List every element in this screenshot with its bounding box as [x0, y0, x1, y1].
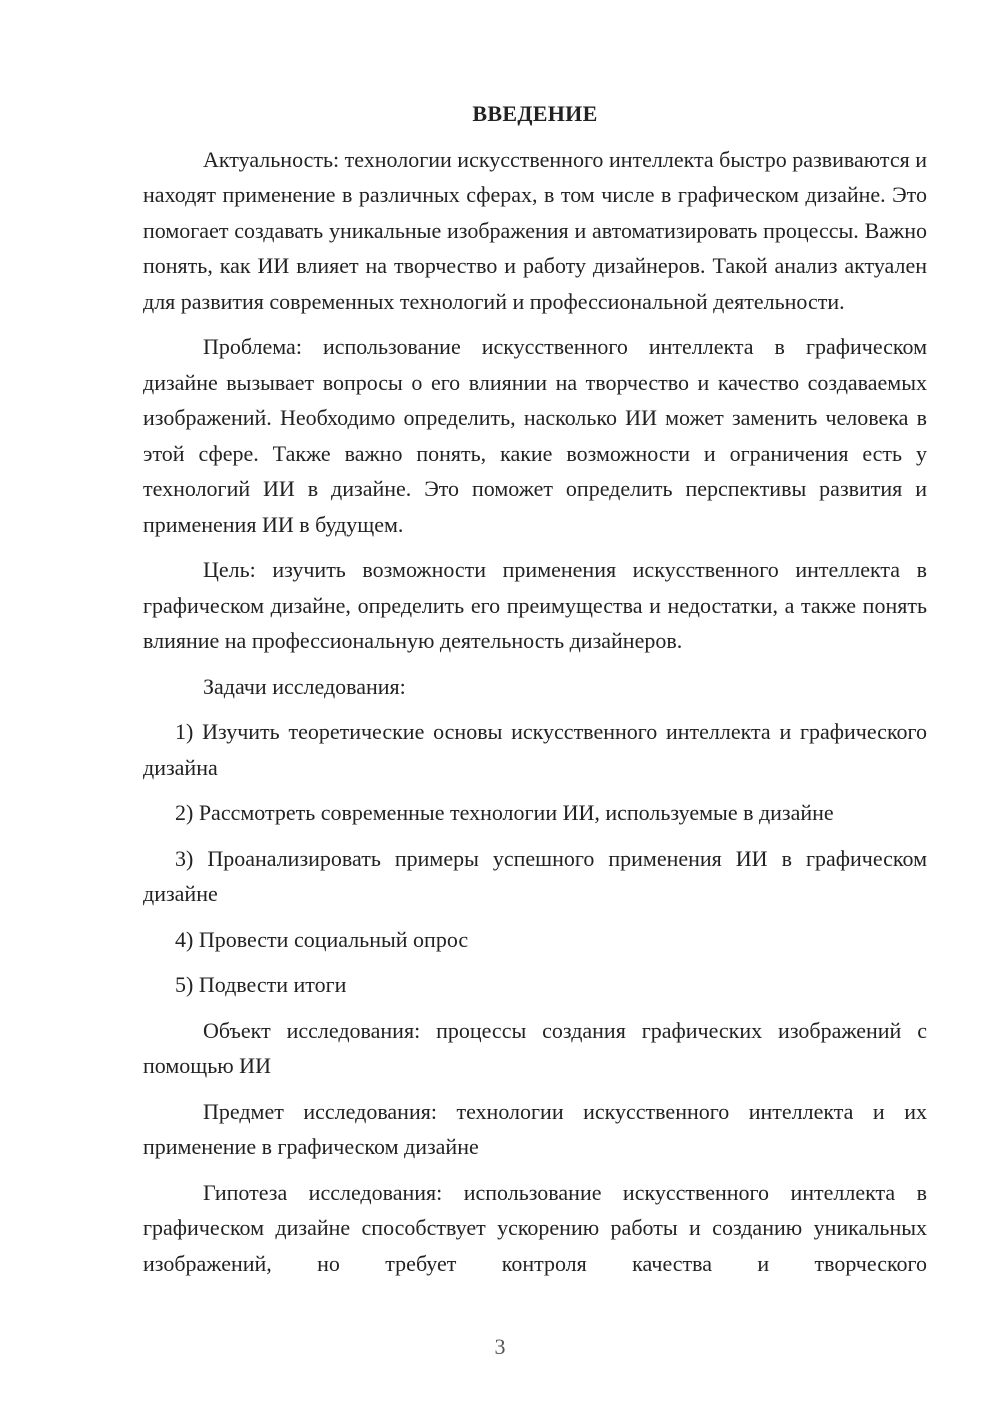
page-number: 3	[494, 1334, 506, 1359]
relevance-paragraph: Актуальность: технологии искусственного интеллекта быстро развиваются и находят применение в различных сферах, в том числе в графическом дизайне. Это помогает создавать уникальные изображения и автоматизировать процессы. Важно понять, как ИИ влияет на творчество и работу дизайнеров. Такой анализ актуален для развития современных технологий и профессиональной деятельности.	[143, 146, 927, 314]
subject-paragraph: Предмет исследования: технологии искусственного интеллекта и их применение в графическом дизайне	[143, 1098, 927, 1159]
section-heading: ВВЕДЕНИЕ	[472, 101, 598, 126]
document-body	[143, 96, 927, 1291]
tasks-title: Задачи исследования:	[203, 673, 406, 699]
task-item: 1) Изучить теоретические основы искусственного интеллекта и графического дизайна	[143, 719, 927, 780]
goal-paragraph: Цель: изучить возможности применения искусственного интеллекта в графическом дизайне, определить его преимущества и недостатки, а также понять влияние на профессиональную деятельность дизайнеров.	[143, 557, 927, 653]
task-item: 2) Рассмотреть современные технологии ИИ, используемые в дизайне	[175, 800, 834, 825]
problem-paragraph: Проблема: использование искусственного интеллекта в графическом дизайне вызывает вопросы о его влиянии на творчество и качество создаваемых изображений. Необходимо определить, насколько ИИ может заменить человека в этой сфере. Также важно понять, какие возможности и ограничения есть у технологий ИИ в дизайне. Это поможет определить перспективы развития и применения ИИ в будущем.	[143, 334, 927, 537]
object-paragraph: Объект исследования: процессы создания графических изображений с помощью ИИ	[143, 1017, 927, 1078]
task-item: 5) Подвести итоги	[175, 972, 347, 997]
task-item: 3) Проанализировать примеры успешного применения ИИ в графическом дизайне	[143, 845, 927, 906]
task-item: 4) Провести социальный опрос	[175, 926, 469, 952]
hypothesis-paragraph: Гипотеза исследования: использование искусственного интеллекта в графическом дизайне способствует ускорению работы и созданию уникальных изображений, но требует контроля качества и творческого	[143, 1179, 927, 1276]
